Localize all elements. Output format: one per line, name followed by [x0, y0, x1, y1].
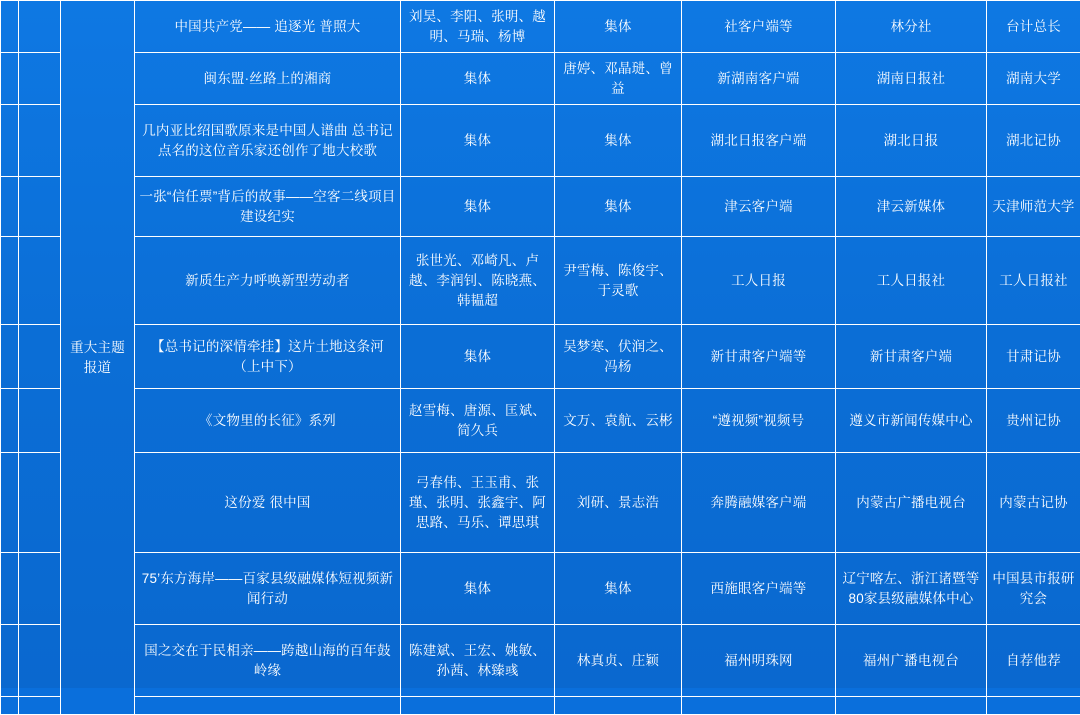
- cell-title: 国之交在于民相亲——跨越山海的百年鼓岭缘: [135, 625, 401, 697]
- table-row: [1, 237, 1080, 325]
- page-left-margin: [1, 697, 19, 715]
- cell-recommender: 湖北记协: [987, 105, 1080, 177]
- cell-editors: 吴梦寒、伏润之、冯杨: [555, 325, 682, 389]
- table-row: [1, 53, 1080, 105]
- page-left-margin: [1, 389, 19, 453]
- cell-creators: [401, 697, 555, 715]
- page-edge-rule: [19, 53, 61, 105]
- page-edge-rule: [19, 697, 61, 715]
- cell-recommender: 甘肃记协: [987, 325, 1080, 389]
- cell-title: 闽东盟·丝路上的湘商: [135, 53, 401, 105]
- cell-editors: 集体: [555, 1, 682, 53]
- page-left-margin: [1, 453, 19, 553]
- cell-publisher: 新甘肃客户端等: [682, 325, 836, 389]
- cell-title: [135, 697, 401, 715]
- cell-title: 几内亚比绍国歌原来是中国人谱曲 总书记点名的这位音乐家还创作了地大校歌: [135, 105, 401, 177]
- cell-submitter: 福州广播电视台: [836, 625, 987, 697]
- table-row: [1, 453, 1080, 553]
- cell-creators: 集体: [401, 105, 555, 177]
- table-row: [1, 105, 1080, 177]
- table-row: [1, 325, 1080, 389]
- cell-editors: 唐婷、邓晶琎、曾益: [555, 53, 682, 105]
- cell-editors: 集体: [555, 105, 682, 177]
- cell-submitter: [836, 697, 987, 715]
- page-edge-rule: [19, 553, 61, 625]
- page-left-margin: [1, 237, 19, 325]
- cell-creators: 陈建斌、王宏、姚敏、孙茜、林臻彧: [401, 625, 555, 697]
- page-edge-rule: [19, 237, 61, 325]
- cell-recommender: 湖南大学: [987, 53, 1080, 105]
- cell-creators: 张世光、邓崎凡、卢越、李润钊、陈晓燕、韩韫超: [401, 237, 555, 325]
- cell-editors: 尹雪梅、陈俊宇、于灵歌: [555, 237, 682, 325]
- cell-submitter: 湖南日报社: [836, 53, 987, 105]
- cell-creators: 集体: [401, 53, 555, 105]
- table-row: [1, 389, 1080, 453]
- cell-publisher: “遵视频”视频号: [682, 389, 836, 453]
- category-cell: 重大主题报道: [61, 1, 135, 715]
- cell-submitter: 林分社: [836, 1, 987, 53]
- table-row: [1, 553, 1080, 625]
- page-left-margin: [1, 553, 19, 625]
- page-edge-rule: [19, 177, 61, 237]
- cell-publisher: 社客户端等: [682, 1, 836, 53]
- cell-creators: 刘昊、李阳、张明、越明、马瑞、杨博: [401, 1, 555, 53]
- cell-submitter: 遵义市新闻传媒中心: [836, 389, 987, 453]
- cell-recommender: 贵州记协: [987, 389, 1080, 453]
- page-edge-rule: [19, 453, 61, 553]
- cell-recommender: [987, 697, 1080, 715]
- cell-editors: 林真贞、庄颖: [555, 625, 682, 697]
- cell-title: 75’东方海岸——百家县级融媒体短视频新闻行动: [135, 553, 401, 625]
- cell-submitter: 辽宁喀左、浙江诸暨等80家县级融媒体中心: [836, 553, 987, 625]
- cell-title: 中国共产党—— 追逐光 普照大: [135, 1, 401, 53]
- page-left-margin: [1, 177, 19, 237]
- awards-table-body: [1, 1, 1080, 715]
- table-row-partial: [1, 697, 1080, 715]
- page-left-margin: [1, 53, 19, 105]
- cell-submitter: 新甘肃客户端: [836, 325, 987, 389]
- page-edge-rule: [19, 325, 61, 389]
- table-row: [1, 177, 1080, 237]
- cell-publisher: 奔腾融媒客户端: [682, 453, 836, 553]
- cell-creators: 集体: [401, 325, 555, 389]
- cell-creators: 集体: [401, 177, 555, 237]
- table-row: [1, 625, 1080, 697]
- cell-submitter: 津云新媒体: [836, 177, 987, 237]
- cell-title: 新质生产力呼唤新型劳动者: [135, 237, 401, 325]
- cell-title: 《文物里的长征》系列: [135, 389, 401, 453]
- cell-recommender: 内蒙古记协: [987, 453, 1080, 553]
- cell-publisher: 工人日报: [682, 237, 836, 325]
- table-row: [1, 1, 1080, 53]
- cell-submitter: 工人日报社: [836, 237, 987, 325]
- cell-recommender: 台计总长: [987, 1, 1080, 53]
- cell-publisher: 湖北日报客户端: [682, 105, 836, 177]
- cell-creators: 弓春伟、王玉甫、张瑾、张明、张鑫宇、阿思路、马乐、谭思琪: [401, 453, 555, 553]
- cell-creators: 赵雪梅、唐源、匡斌、简久兵: [401, 389, 555, 453]
- cell-title: 这份爱 很中国: [135, 453, 401, 553]
- cell-publisher: 新湖南客户端: [682, 53, 836, 105]
- cell-recommender: 自荐他荐: [987, 625, 1080, 697]
- cell-creators: 集体: [401, 553, 555, 625]
- cell-submitter: 湖北日报: [836, 105, 987, 177]
- cell-recommender: 中国县市报研究会: [987, 553, 1080, 625]
- cell-editors: 集体: [555, 177, 682, 237]
- cell-editors: 文万、袁航、云彬: [555, 389, 682, 453]
- page-left-margin: [1, 1, 19, 53]
- page-edge-rule: [19, 625, 61, 697]
- cell-publisher: 福州明珠网: [682, 625, 836, 697]
- cell-editors: [555, 697, 682, 715]
- cell-editors: 集体: [555, 553, 682, 625]
- cell-publisher: 津云客户端: [682, 177, 836, 237]
- cell-publisher: 西施眼客户端等: [682, 553, 836, 625]
- page-left-margin: [1, 625, 19, 697]
- cell-recommender: 天津师范大学: [987, 177, 1080, 237]
- cell-title: 一张“信任票”背后的故事——空客二线项目建设纪实: [135, 177, 401, 237]
- page-left-margin: [1, 325, 19, 389]
- cell-submitter: 内蒙古广播电视台: [836, 453, 987, 553]
- cell-publisher: [682, 697, 836, 715]
- cell-title: 【总书记的深情牵挂】这片土地这条河（上中下）: [135, 325, 401, 389]
- page-edge-rule: [19, 105, 61, 177]
- cell-recommender: 工人日报社: [987, 237, 1080, 325]
- cell-editors: 刘研、景志浩: [555, 453, 682, 553]
- page-left-margin: [1, 105, 19, 177]
- page-edge-rule: [19, 389, 61, 453]
- page-edge-rule: [19, 1, 61, 53]
